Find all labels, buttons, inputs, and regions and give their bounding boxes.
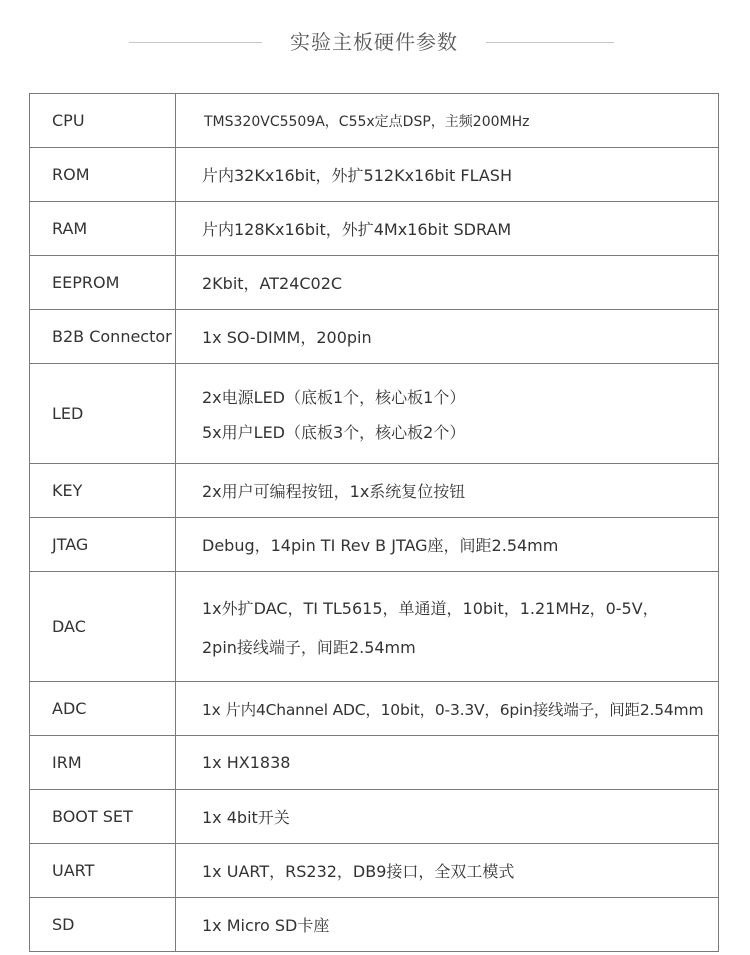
spec-value-line: 1x 片内4Channel ADC，10bit，0-3.3V，6pin接线端子，间距2.54mm (202, 700, 704, 719)
table-row (30, 736, 719, 790)
spec-key: UART (30, 844, 176, 898)
spec-key: IRM (30, 736, 176, 790)
spec-value (176, 898, 719, 952)
spec-value-line: 1x Micro SD卡座 (202, 916, 330, 935)
spec-key: EEPROM (30, 256, 176, 310)
spec-value-line: 2x用户可编程按钮，1x系统复位按钮 (202, 482, 466, 501)
table-row (30, 898, 719, 952)
table-row (30, 572, 719, 682)
spec-value-line: 2Kbit，AT24C02C (202, 274, 343, 293)
spec-key: KEY (30, 464, 176, 518)
spec-value (176, 464, 719, 518)
spec-value (176, 790, 719, 844)
spec-key: ADC (30, 682, 176, 736)
spec-value (176, 682, 719, 736)
spec-value-line: TMS320VC5509A，C55x定点DSP，主频200MHz (204, 113, 530, 130)
spec-key: RAM (30, 202, 176, 256)
table-row (30, 790, 719, 844)
spec-value-line: 1x SO-DIMM，200pin (202, 328, 372, 347)
spec-value-line: 5x用户LED（底板3个，核心板2个） (202, 422, 466, 442)
spec-value (176, 310, 719, 364)
spec-key: CPU (30, 94, 176, 148)
spec-value-line: 1x HX1838 (202, 753, 291, 772)
page-title: 实验主板硬件参数 (290, 30, 458, 54)
spec-value (176, 202, 719, 256)
spec-key: SD (30, 898, 176, 952)
spec-value (176, 148, 719, 202)
spec-key: ROM (30, 148, 176, 202)
spec-table (29, 93, 719, 952)
title-divider-right (486, 42, 614, 43)
spec-key: B2B Connector (30, 310, 176, 364)
spec-key: LED (30, 364, 176, 464)
spec-value (176, 736, 719, 790)
spec-key: JTAG (30, 518, 176, 572)
section-title (0, 24, 750, 60)
table-row (30, 518, 719, 572)
title-divider-left (129, 42, 262, 43)
table-row (30, 844, 719, 898)
spec-value (176, 94, 719, 148)
table-row (30, 148, 719, 202)
table-row (30, 202, 719, 256)
table-row (30, 682, 719, 736)
spec-value-line: Debug，14pin TI Rev B JTAG座，间距2.54mm (202, 536, 559, 555)
spec-value-line: 1x 4bit开关 (202, 808, 290, 827)
spec-value (176, 572, 719, 682)
spec-value-line: 1x外扩DAC，TI TL5615，单通道，10bit，1.21MHz，0-5V， (202, 598, 659, 618)
table-row (30, 364, 719, 464)
spec-value-line: 2x电源LED（底板1个，核心板1个） (202, 387, 466, 407)
table-row (30, 256, 719, 310)
table-row (30, 464, 719, 518)
spec-value-line: 片内128Kx16bit，外扩4Mx16bit SDRAM (202, 220, 512, 239)
spec-key: DAC (30, 572, 176, 682)
spec-value (176, 518, 719, 572)
spec-value-line: 片内32Kx16bit，外扩512Kx16bit FLASH (202, 166, 512, 185)
spec-value-line: 2pin接线端子，间距2.54mm (202, 637, 416, 657)
spec-key: BOOT SET (30, 790, 176, 844)
table-row (30, 94, 719, 148)
spec-value (176, 364, 719, 464)
spec-value (176, 844, 719, 898)
spec-value (176, 256, 719, 310)
spec-value-line: 1x UART，RS232，DB9接口，全双工模式 (202, 862, 515, 881)
table-row (30, 310, 719, 364)
